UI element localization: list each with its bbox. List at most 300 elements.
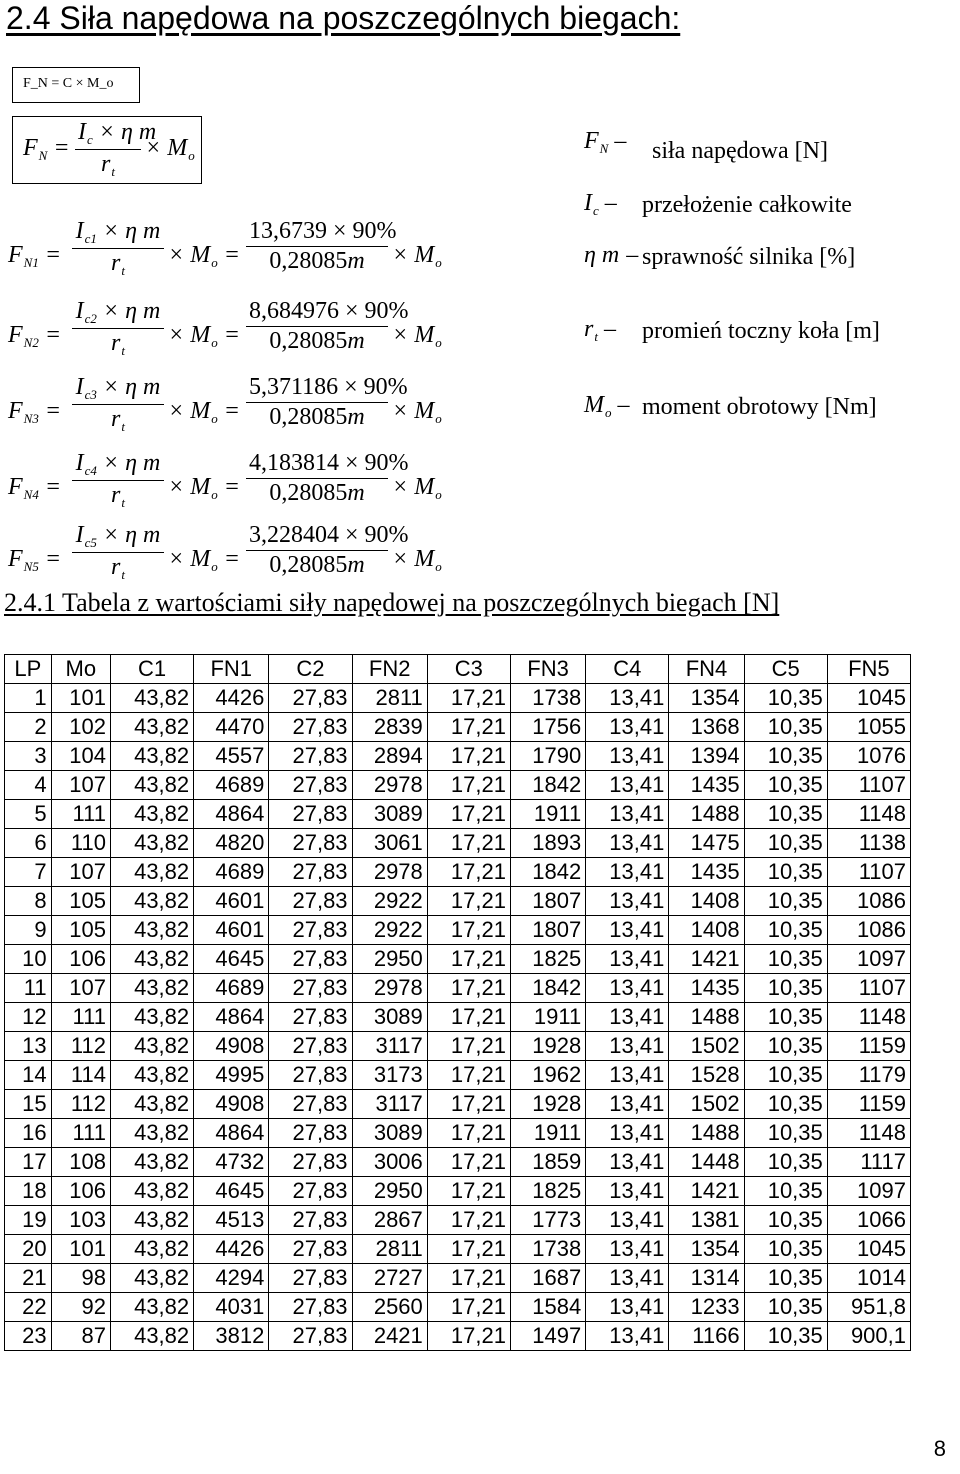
table-cell: 10,35: [744, 1177, 827, 1206]
table-cell: 13,41: [586, 771, 669, 800]
table-cell: 4294: [194, 1264, 269, 1293]
table-cell: 27,83: [269, 1061, 352, 1090]
table-cell: 1738: [510, 684, 585, 713]
table-cell: 10,35: [744, 945, 827, 974]
table-cell: 1911: [510, 1119, 585, 1148]
table-cell: 27,83: [269, 1235, 352, 1264]
table-cell: 4820: [194, 829, 269, 858]
table-cell: 13,41: [586, 713, 669, 742]
table-cell: 43,82: [110, 713, 193, 742]
table-cell: 10,35: [744, 1061, 827, 1090]
table-cell: 111: [51, 1003, 110, 1032]
table-cell: 4645: [194, 945, 269, 974]
table-cell: 1066: [827, 1206, 910, 1235]
column-header: C5: [744, 655, 827, 684]
formula-general-fraction: $\frac{I_c \times \eta m}{r_t}$: [75, 119, 141, 180]
table-row: [5, 713, 911, 742]
column-header: C1: [110, 655, 193, 684]
table-row: [5, 800, 911, 829]
table-cell: 27,83: [269, 800, 352, 829]
table-cell: 19: [5, 1206, 52, 1235]
table-row: [5, 1322, 911, 1351]
table-cell: 27,83: [269, 1148, 352, 1177]
table-cell: 2978: [352, 974, 427, 1003]
table-cell: 106: [51, 945, 110, 974]
table-cell: 1528: [669, 1061, 744, 1090]
table-cell: 1435: [669, 974, 744, 1003]
table-cell: 3812: [194, 1322, 269, 1351]
table-cell: 1893: [510, 829, 585, 858]
table-cell: 1086: [827, 887, 910, 916]
table-cell: 27,83: [269, 887, 352, 916]
table-cell: 10,35: [744, 713, 827, 742]
table-cell: 1159: [827, 1032, 910, 1061]
table-cell: 13,41: [586, 1235, 669, 1264]
table-cell: 10,35: [744, 1235, 827, 1264]
table-cell: 1825: [510, 1177, 585, 1206]
table-cell: 900,1: [827, 1322, 910, 1351]
table-cell: 13,41: [586, 945, 669, 974]
table-cell: 17,21: [427, 1264, 510, 1293]
table-cell: 1159: [827, 1090, 910, 1119]
table-row: [5, 974, 911, 1003]
column-header: Mo: [51, 655, 110, 684]
table-cell: 1314: [669, 1264, 744, 1293]
table-cell: 4513: [194, 1206, 269, 1235]
table-cell: 27,83: [269, 1264, 352, 1293]
table-cell: 1435: [669, 858, 744, 887]
table-cell: 17: [5, 1148, 52, 1177]
table-cell: 1842: [510, 974, 585, 1003]
table-cell: 17,21: [427, 713, 510, 742]
table-cell: 10,35: [744, 1206, 827, 1235]
table-cell: 10,35: [744, 1119, 827, 1148]
table-cell: 43,82: [110, 1061, 193, 1090]
table-cell: 43,82: [110, 916, 193, 945]
table-row: [5, 1032, 911, 1061]
table-cell: 17,21: [427, 1235, 510, 1264]
table-cell: 1354: [669, 1235, 744, 1264]
table-cell: 43,82: [110, 1293, 193, 1322]
table-cell: 17,21: [427, 858, 510, 887]
table-cell: 2950: [352, 945, 427, 974]
table-cell: 2811: [352, 684, 427, 713]
table-cell: 27,83: [269, 1177, 352, 1206]
table-cell: 10,35: [744, 1090, 827, 1119]
table-cell: 13,41: [586, 800, 669, 829]
table-cell: 3089: [352, 800, 427, 829]
table-cell: 2839: [352, 713, 427, 742]
table-cell: 27,83: [269, 1293, 352, 1322]
table-cell: 1138: [827, 829, 910, 858]
column-header: FN3: [510, 655, 585, 684]
table-cell: 2560: [352, 1293, 427, 1322]
table-cell: 4601: [194, 887, 269, 916]
table-row: [5, 916, 911, 945]
table-cell: 43,82: [110, 945, 193, 974]
table-cell: 1911: [510, 800, 585, 829]
table-cell: 13,41: [586, 829, 669, 858]
table-cell: 1148: [827, 800, 910, 829]
table-cell: 3117: [352, 1032, 427, 1061]
table-cell: 1233: [669, 1293, 744, 1322]
table-cell: 1045: [827, 684, 910, 713]
table-cell: 10,35: [744, 829, 827, 858]
table-cell: 27,83: [269, 974, 352, 1003]
table-cell: 1928: [510, 1032, 585, 1061]
table-row: [5, 1206, 911, 1235]
table-cell: 1488: [669, 1003, 744, 1032]
table-cell: 10,35: [744, 858, 827, 887]
table-cell: 103: [51, 1206, 110, 1235]
table-cell: 27,83: [269, 1322, 352, 1351]
table-cell: 13,41: [586, 1264, 669, 1293]
table-cell: 1435: [669, 771, 744, 800]
table-cell: 18: [5, 1177, 52, 1206]
table-cell: 13,41: [586, 742, 669, 771]
table-cell: 101: [51, 1235, 110, 1264]
table-cell: 101: [51, 684, 110, 713]
table-cell: 21: [5, 1264, 52, 1293]
table-cell: 106: [51, 1177, 110, 1206]
table-cell: 951,8: [827, 1293, 910, 1322]
table-cell: 43,82: [110, 1177, 193, 1206]
table-cell: 1381: [669, 1206, 744, 1235]
table-cell: 27,83: [269, 1032, 352, 1061]
table-cell: 2978: [352, 771, 427, 800]
table-cell: 17,21: [427, 1119, 510, 1148]
table-cell: 17,21: [427, 974, 510, 1003]
table-cell: 43,82: [110, 829, 193, 858]
table-cell: 17,21: [427, 945, 510, 974]
table-cell: 43,82: [110, 1235, 193, 1264]
table-cell: 108: [51, 1148, 110, 1177]
formula-basic: F_N = C × M_o: [12, 67, 140, 103]
table-cell: 1502: [669, 1032, 744, 1061]
formula-general-lhs: $F_N$ =: [23, 135, 70, 163]
table-cell: 43,82: [110, 858, 193, 887]
column-header: C3: [427, 655, 510, 684]
table-cell: 105: [51, 916, 110, 945]
table-cell: 4470: [194, 713, 269, 742]
table-cell: 1911: [510, 1003, 585, 1032]
column-header: FN4: [669, 655, 744, 684]
table-cell: 1842: [510, 858, 585, 887]
table-cell: 1107: [827, 858, 910, 887]
table-cell: 1014: [827, 1264, 910, 1293]
table-cell: 17,21: [427, 1090, 510, 1119]
column-header: C4: [586, 655, 669, 684]
table-row: [5, 771, 911, 800]
table-cell: 2894: [352, 742, 427, 771]
table-cell: 4864: [194, 1003, 269, 1032]
table-cell: 27,83: [269, 684, 352, 713]
table-cell: 1859: [510, 1148, 585, 1177]
table-cell: 4689: [194, 974, 269, 1003]
table-cell: 27,83: [269, 829, 352, 858]
table-cell: 1807: [510, 887, 585, 916]
table-cell: 1086: [827, 916, 910, 945]
table-cell: 1097: [827, 1177, 910, 1206]
table-cell: 10,35: [744, 1148, 827, 1177]
table-cell: 1179: [827, 1061, 910, 1090]
table-cell: 1497: [510, 1322, 585, 1351]
tractive-force-table: [4, 654, 911, 1351]
table-cell: 2: [5, 713, 52, 742]
table-cell: 10,35: [744, 887, 827, 916]
table-cell: 13,41: [586, 858, 669, 887]
table-row: [5, 1264, 911, 1293]
table-cell: 4: [5, 771, 52, 800]
table-cell: 13,41: [586, 1148, 669, 1177]
table-cell: 107: [51, 771, 110, 800]
table-cell: 10,35: [744, 771, 827, 800]
table-cell: 2867: [352, 1206, 427, 1235]
table-cell: 1475: [669, 829, 744, 858]
table-cell: 4732: [194, 1148, 269, 1177]
table-cell: 43,82: [110, 771, 193, 800]
table-cell: 13: [5, 1032, 52, 1061]
table-cell: 17,21: [427, 1206, 510, 1235]
formula-general-rhs: × $M_o$: [145, 135, 195, 163]
table-cell: 10: [5, 945, 52, 974]
table-cell: 4689: [194, 858, 269, 887]
table-cell: 10,35: [744, 1003, 827, 1032]
table-cell: 3089: [352, 1003, 427, 1032]
column-header: LP: [5, 655, 52, 684]
table-cell: 8: [5, 887, 52, 916]
table-cell: 1408: [669, 887, 744, 916]
table-cell: 4689: [194, 771, 269, 800]
table-row: [5, 1293, 911, 1322]
table-cell: 13,41: [586, 1003, 669, 1032]
table-cell: 10,35: [744, 1322, 827, 1351]
table-row: [5, 1003, 911, 1032]
table-cell: 17,21: [427, 1003, 510, 1032]
table-cell: 13,41: [586, 887, 669, 916]
table-cell: 1421: [669, 1177, 744, 1206]
table-caption: 2.4.1 Tabela z wartościami siły napędowej na poszczególnych biegach [N]: [4, 588, 780, 617]
table-cell: 43,82: [110, 1148, 193, 1177]
table-cell: 92: [51, 1293, 110, 1322]
table-cell: 1166: [669, 1322, 744, 1351]
table-cell: 17,21: [427, 1293, 510, 1322]
table-cell: 1584: [510, 1293, 585, 1322]
table-cell: 111: [51, 1119, 110, 1148]
table-cell: 10,35: [744, 974, 827, 1003]
table-cell: 1807: [510, 916, 585, 945]
table-cell: 2727: [352, 1264, 427, 1293]
table-cell: 107: [51, 858, 110, 887]
table-row: [5, 1061, 911, 1090]
table-cell: 105: [51, 887, 110, 916]
table-cell: 2950: [352, 1177, 427, 1206]
table-cell: 20: [5, 1235, 52, 1264]
table-cell: 43,82: [110, 1119, 193, 1148]
table-row: [5, 1090, 911, 1119]
table-cell: 1: [5, 684, 52, 713]
table-cell: 1488: [669, 1119, 744, 1148]
table-cell: 13,41: [586, 916, 669, 945]
table-cell: 27,83: [269, 1206, 352, 1235]
table-cell: 4031: [194, 1293, 269, 1322]
table-cell: 9: [5, 916, 52, 945]
table-cell: 3117: [352, 1090, 427, 1119]
table-cell: 10,35: [744, 1293, 827, 1322]
table-cell: 1687: [510, 1264, 585, 1293]
table-cell: 13,41: [586, 1032, 669, 1061]
table-cell: 17,21: [427, 829, 510, 858]
table-cell: 10,35: [744, 800, 827, 829]
table-cell: 10,35: [744, 684, 827, 713]
table-cell: 3061: [352, 829, 427, 858]
table-cell: 104: [51, 742, 110, 771]
table-row: [5, 1119, 911, 1148]
table-row: [5, 742, 911, 771]
table-cell: 13,41: [586, 1293, 669, 1322]
table-cell: 4864: [194, 800, 269, 829]
table-cell: 27,83: [269, 1090, 352, 1119]
table-cell: 27,83: [269, 1119, 352, 1148]
table-cell: 87: [51, 1322, 110, 1351]
table-cell: 2421: [352, 1322, 427, 1351]
table-cell: 1055: [827, 713, 910, 742]
table-row: [5, 829, 911, 858]
table-cell: 112: [51, 1032, 110, 1061]
table-cell: 4995: [194, 1061, 269, 1090]
table-header-row: [5, 655, 911, 684]
table-cell: 1756: [510, 713, 585, 742]
table-cell: 43,82: [110, 1206, 193, 1235]
table-cell: 4864: [194, 1119, 269, 1148]
table-cell: 17,21: [427, 1148, 510, 1177]
table-cell: 43,82: [110, 800, 193, 829]
table-cell: 43,82: [110, 887, 193, 916]
table-cell: 17,21: [427, 771, 510, 800]
table-cell: 4426: [194, 1235, 269, 1264]
table-cell: 17,21: [427, 1177, 510, 1206]
table-cell: 10,35: [744, 1032, 827, 1061]
table-cell: 1148: [827, 1003, 910, 1032]
section-heading: 2.4 Siła napędowa na poszczególnych biegach:: [6, 0, 681, 36]
table-cell: 43,82: [110, 742, 193, 771]
table-cell: 12: [5, 1003, 52, 1032]
table-cell: 2811: [352, 1235, 427, 1264]
table-cell: 10,35: [744, 742, 827, 771]
table-row: [5, 1177, 911, 1206]
table-cell: 14: [5, 1061, 52, 1090]
table-cell: 7: [5, 858, 52, 887]
table-cell: 17,21: [427, 916, 510, 945]
table-cell: 43,82: [110, 1264, 193, 1293]
table-cell: 27,83: [269, 742, 352, 771]
table-cell: 1421: [669, 945, 744, 974]
table-row: [5, 858, 911, 887]
column-header: FN2: [352, 655, 427, 684]
table-cell: 1354: [669, 684, 744, 713]
table-cell: 3173: [352, 1061, 427, 1090]
table-cell: 13,41: [586, 1090, 669, 1119]
table-cell: 1448: [669, 1148, 744, 1177]
table-cell: 43,82: [110, 1322, 193, 1351]
table-cell: 111: [51, 800, 110, 829]
table-cell: 43,82: [110, 684, 193, 713]
table-row: [5, 684, 911, 713]
table-cell: 5: [5, 800, 52, 829]
table-cell: 22: [5, 1293, 52, 1322]
table-cell: 4645: [194, 1177, 269, 1206]
column-header: C2: [269, 655, 352, 684]
table-cell: 27,83: [269, 713, 352, 742]
table-cell: 27,83: [269, 1003, 352, 1032]
table-cell: 114: [51, 1061, 110, 1090]
table-cell: 1097: [827, 945, 910, 974]
table-cell: 2978: [352, 858, 427, 887]
table-cell: 17,21: [427, 1061, 510, 1090]
table-cell: 13,41: [586, 1119, 669, 1148]
table-cell: 1394: [669, 742, 744, 771]
table-row: [5, 945, 911, 974]
column-header: FN1: [194, 655, 269, 684]
page-number: 8: [933, 1436, 946, 1461]
table-cell: 1790: [510, 742, 585, 771]
table-cell: 1117: [827, 1148, 910, 1177]
table-cell: 1107: [827, 974, 910, 1003]
table-cell: 4426: [194, 684, 269, 713]
table-cell: 17,21: [427, 742, 510, 771]
table-cell: 1738: [510, 1235, 585, 1264]
table-cell: 112: [51, 1090, 110, 1119]
table-row: [5, 1235, 911, 1264]
table-cell: 2922: [352, 887, 427, 916]
table-cell: 1107: [827, 771, 910, 800]
table-cell: 102: [51, 713, 110, 742]
table-cell: 17,21: [427, 684, 510, 713]
table-cell: 13,41: [586, 684, 669, 713]
table-cell: 1076: [827, 742, 910, 771]
table-cell: 23: [5, 1322, 52, 1351]
table-cell: 13,41: [586, 1061, 669, 1090]
table-cell: 110: [51, 829, 110, 858]
table-cell: 1488: [669, 800, 744, 829]
table-cell: 4601: [194, 916, 269, 945]
table-cell: 17,21: [427, 1032, 510, 1061]
table-row: [5, 887, 911, 916]
column-header: FN5: [827, 655, 910, 684]
table-cell: 1502: [669, 1090, 744, 1119]
table-cell: 10,35: [744, 1264, 827, 1293]
table-cell: 13,41: [586, 1322, 669, 1351]
table-cell: 43,82: [110, 974, 193, 1003]
table-cell: 1773: [510, 1206, 585, 1235]
table-cell: 17,21: [427, 1322, 510, 1351]
table-cell: 17,21: [427, 800, 510, 829]
table-cell: 3089: [352, 1119, 427, 1148]
table-cell: 2922: [352, 916, 427, 945]
table-cell: 1962: [510, 1061, 585, 1090]
table-cell: 27,83: [269, 916, 352, 945]
table-cell: 43,82: [110, 1090, 193, 1119]
table-cell: 11: [5, 974, 52, 1003]
table-cell: 15: [5, 1090, 52, 1119]
table-cell: 3006: [352, 1148, 427, 1177]
table-cell: 27,83: [269, 858, 352, 887]
table-cell: 27,83: [269, 771, 352, 800]
table-cell: 3: [5, 742, 52, 771]
table-cell: 1825: [510, 945, 585, 974]
table-row: [5, 1148, 911, 1177]
table-cell: 107: [51, 974, 110, 1003]
